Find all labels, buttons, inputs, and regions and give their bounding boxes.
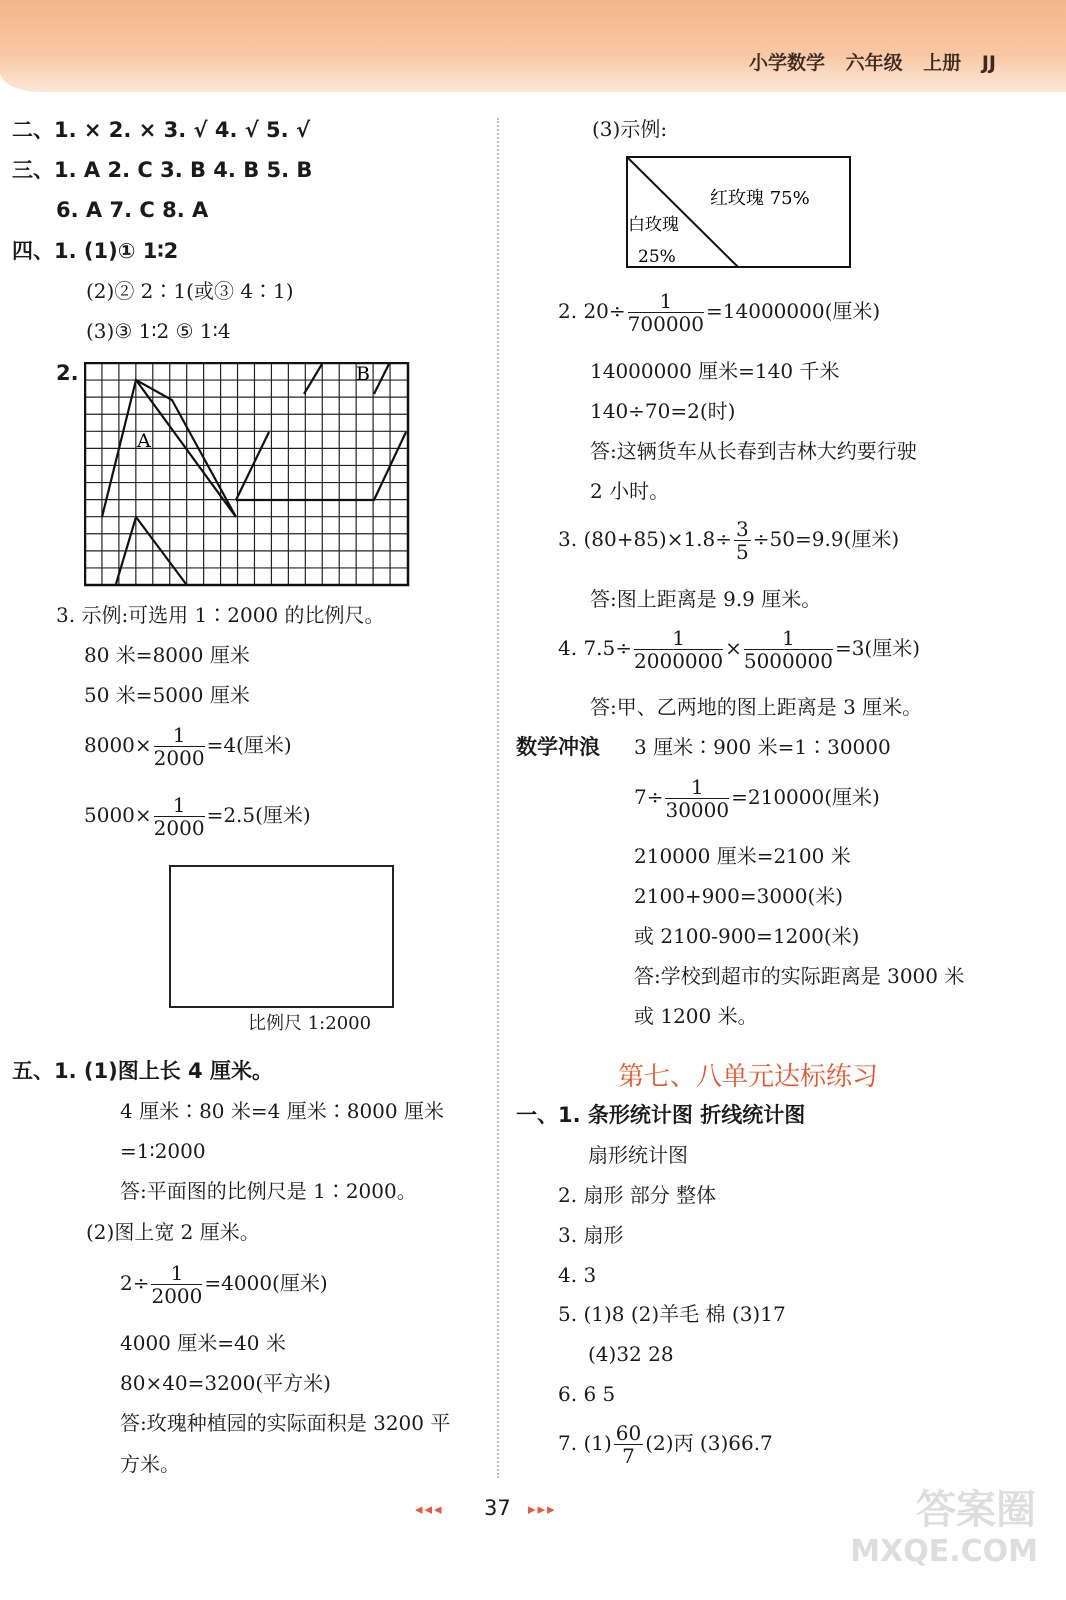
rectangle-caption: 比例尺 1:2000 bbox=[248, 1013, 372, 1034]
section-4-3: 3. 示例:可选用 1∶2000 的比例尺。 bbox=[56, 603, 385, 627]
surf-line-5: 或 2100-900=1200(米) bbox=[634, 924, 860, 948]
section-4-1: 四、1. (1)① 1∶2 bbox=[12, 239, 179, 263]
equation-area-a: 2÷ $\frac{1}{2000}$ =4000(厘米) bbox=[120, 1261, 328, 1308]
surf-line-7: 或 1200 米。 bbox=[634, 1004, 758, 1028]
q1-line-a: 一、1. 条形统计图 折线统计图 bbox=[516, 1103, 806, 1127]
section-5h: 方米。 bbox=[120, 1452, 180, 1476]
equation-length: 8000× $\frac{1}{2000}$ =4(厘米) bbox=[84, 723, 292, 770]
section-4-1c: (3)③ 1∶2 ⑤ 1∶4 bbox=[86, 319, 231, 343]
answer-4-text: 答:甲、乙两地的图上距离是 3 厘米。 bbox=[590, 695, 923, 719]
convert-50: 50 米=5000 厘米 bbox=[84, 683, 250, 707]
section-5g: 答:玫瑰种植园的实际面积是 3200 平 bbox=[120, 1411, 451, 1435]
surf-line-6: 答:学校到超市的实际距离是 3000 米 bbox=[634, 964, 965, 988]
grid-figure bbox=[84, 362, 410, 588]
section-5f: 80×40=3200(平方米) bbox=[120, 1371, 331, 1395]
surf-line-4: 2100+900=3000(米) bbox=[634, 884, 844, 908]
section-5a: 4 厘米∶80 米=4 厘米∶8000 厘米 bbox=[120, 1099, 444, 1123]
section-5d: (2)图上宽 2 厘米。 bbox=[86, 1220, 260, 1244]
answer-2-text2: 2 小时。 bbox=[590, 479, 670, 503]
answer-3-text: 答:图上距离是 9.9 厘米。 bbox=[590, 587, 822, 611]
q7-line: 7. (1) $\frac{60}{7}$ (2)丙 (3)66.7 bbox=[558, 1421, 773, 1468]
header-banner bbox=[0, 0, 1066, 92]
section-5: 五、1. (1)图上长 4 厘米。 bbox=[12, 1059, 273, 1083]
q4-line: 4. 3 bbox=[558, 1263, 597, 1287]
surf-line-1: 3 厘米∶900 米=1∶30000 bbox=[634, 735, 891, 759]
section-2: 二、1. × 2. × 3. √ 4. √ 5. √ bbox=[12, 118, 310, 142]
q2-line: 2. 扇形 部分 整体 bbox=[558, 1183, 717, 1207]
unit-heading: 第七、八单元达标练习 bbox=[618, 1062, 879, 1092]
section-4-2: 2. bbox=[56, 361, 79, 385]
red-rose-label: 红玫瑰 75% bbox=[710, 188, 810, 209]
grid-label-a: A bbox=[137, 430, 151, 452]
answer-2-equation: 2. 20÷ $\frac{1}{700000}$ =14000000(厘米) bbox=[558, 289, 881, 336]
answer-2-text: 答:这辆货车从长春到吉林大约要行驶 bbox=[590, 439, 917, 463]
answer-2-convert: 14000000 厘米=140 千米 bbox=[590, 359, 840, 383]
q5-line-b: (4)32 28 bbox=[588, 1342, 674, 1366]
watermark-logo: 答案圈 bbox=[916, 1487, 1036, 1533]
arrows-right-icon: ▸▸▸ bbox=[528, 1500, 557, 1518]
scaled-rectangle bbox=[169, 865, 394, 1008]
arrows-left-icon: ◂◂◂ bbox=[415, 1500, 444, 1518]
answer-3-example: (3)示例: bbox=[592, 117, 668, 141]
section-3b: 6. A 7. C 8. A bbox=[56, 198, 209, 222]
section-5b: =1∶2000 bbox=[120, 1139, 206, 1163]
section-5c: 答:平面图的比例尺是 1∶2000。 bbox=[120, 1179, 417, 1203]
surf-line-3: 210000 厘米=2100 米 bbox=[634, 844, 851, 868]
page-number: 37 bbox=[484, 1496, 511, 1520]
section-5e: 4000 厘米=40 米 bbox=[120, 1331, 286, 1355]
q1-line-b: 扇形统计图 bbox=[588, 1143, 688, 1167]
section-3a: 三、1. A 2. C 3. B 4. B 5. B bbox=[12, 158, 313, 182]
q3-line: 3. 扇形 bbox=[558, 1223, 624, 1247]
rose-diagram bbox=[626, 156, 852, 270]
answer-2-time: 140÷70=2(时) bbox=[590, 399, 736, 423]
surf-label: 数学冲浪 bbox=[516, 735, 600, 759]
q5-line-a: 5. (1)8 (2)羊毛 棉 (3)17 bbox=[558, 1302, 786, 1326]
convert-80: 80 米=8000 厘米 bbox=[84, 643, 250, 667]
white-rose-label: 白玫瑰 bbox=[628, 215, 679, 235]
q6-line: 6. 6 5 bbox=[558, 1382, 616, 1406]
book-title: 小学数学 六年级 上册 JJ bbox=[749, 52, 996, 74]
watermark-url: MXQE.COM bbox=[850, 1534, 1038, 1569]
answer-3-equation: 3. (80+85)×1.8÷ $\frac{3}{5}$ ÷50=9.9(厘米) bbox=[558, 517, 900, 564]
section-4-1b: (2)② 2∶1(或③ 4∶1) bbox=[86, 279, 294, 303]
white-rose-pct: 25% bbox=[638, 247, 676, 267]
column-divider bbox=[497, 118, 499, 1478]
answer-4-equation: 4. 7.5÷ $\frac{1}{2000000}$ × $\frac{1}{5000000}$ =3(厘米) bbox=[558, 626, 921, 673]
equation-width: 5000× $\frac{1}{2000}$ =2.5(厘米) bbox=[84, 793, 311, 840]
surf-equation: 7÷ $\frac{1}{30000}$ =210000(厘米) bbox=[634, 775, 880, 822]
grid-label-b: B bbox=[356, 363, 370, 385]
